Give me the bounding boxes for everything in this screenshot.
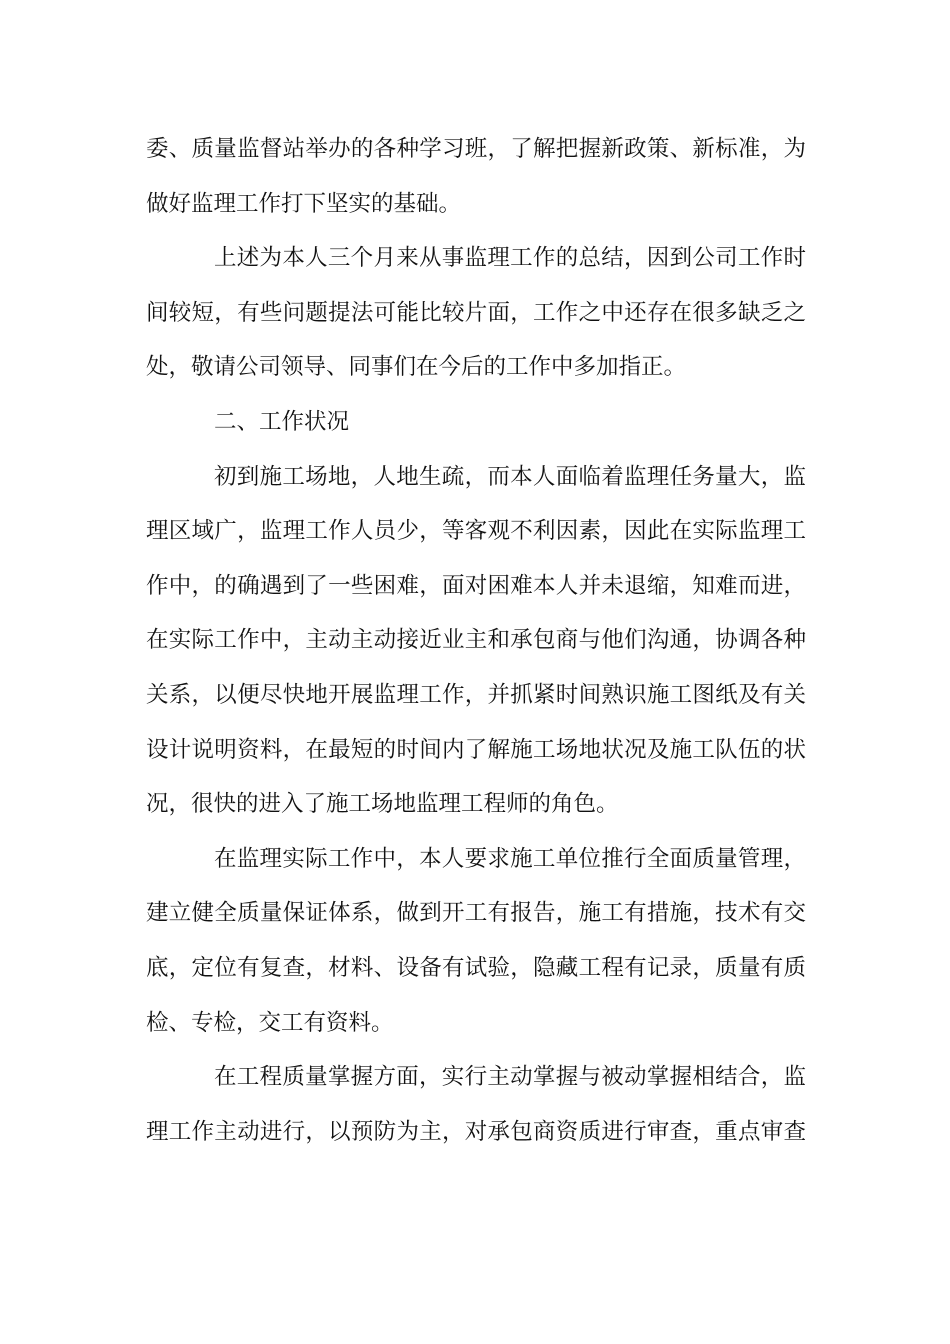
text-line: 关系，以便尽快地开展监理工作，并抓紧时间熟识施工图纸及有关 xyxy=(146,681,806,708)
text-line: 底，定位有复查，材料、设备有试验，隐藏工程有记录，质量有质 xyxy=(146,954,806,981)
text-line: 委、质量监督站举办的各种学习班，了解把握新政策、新标准，为 xyxy=(146,136,806,162)
document-body xyxy=(146,122,806,1159)
text-line: 在工程质量掌握方面，实行主动掌握与被动掌握相结合，监 xyxy=(214,1064,806,1091)
text-line: 在实际工作中，主动主动接近业主和承包商与他们沟通，协调各种 xyxy=(146,627,806,654)
text-line: 检、专检，交工有资料。 xyxy=(146,1009,394,1036)
text-line: 在监理实际工作中，本人要求施工单位推行全面质量管理， xyxy=(214,845,806,872)
text-line: 建立健全质量保证体系，做到开工有报告，施工有措施，技术有交 xyxy=(146,900,806,927)
text-line: 设计说明资料，在最短的时间内了解施工场地状况及施工队伍的状 xyxy=(146,736,806,763)
text-line: 作中，的确遇到了一些困难，面对困难本人并未退缩，知难而进， xyxy=(146,572,806,599)
section-heading: 二、工作状况 xyxy=(214,408,350,435)
text-line: 初到施工场地，人地生疏，而本人面临着监理任务量大，监 xyxy=(214,463,806,490)
text-line: 处，敬请公司领导、同事们在今后的工作中多加指正。 xyxy=(146,354,687,381)
text-line: 理区域广，监理工作人员少，等客观不利因素，因此在实际监理工 xyxy=(146,518,806,545)
text-line: 上述为本人三个月来从事监理工作的总结，因到公司工作时 xyxy=(214,245,806,272)
text-line: 理工作主动进行，以预防为主，对承包商资质进行审查，重点审查 xyxy=(146,1118,806,1145)
text-line: 况，很快的进入了施工场地监理工程师的角色。 xyxy=(146,791,619,818)
text-line: 间较短，有些问题提法可能比较片面，工作之中还存在很多缺乏之 xyxy=(146,299,806,326)
text-line: 做好监理工作打下坚实的基础。 xyxy=(146,190,462,217)
